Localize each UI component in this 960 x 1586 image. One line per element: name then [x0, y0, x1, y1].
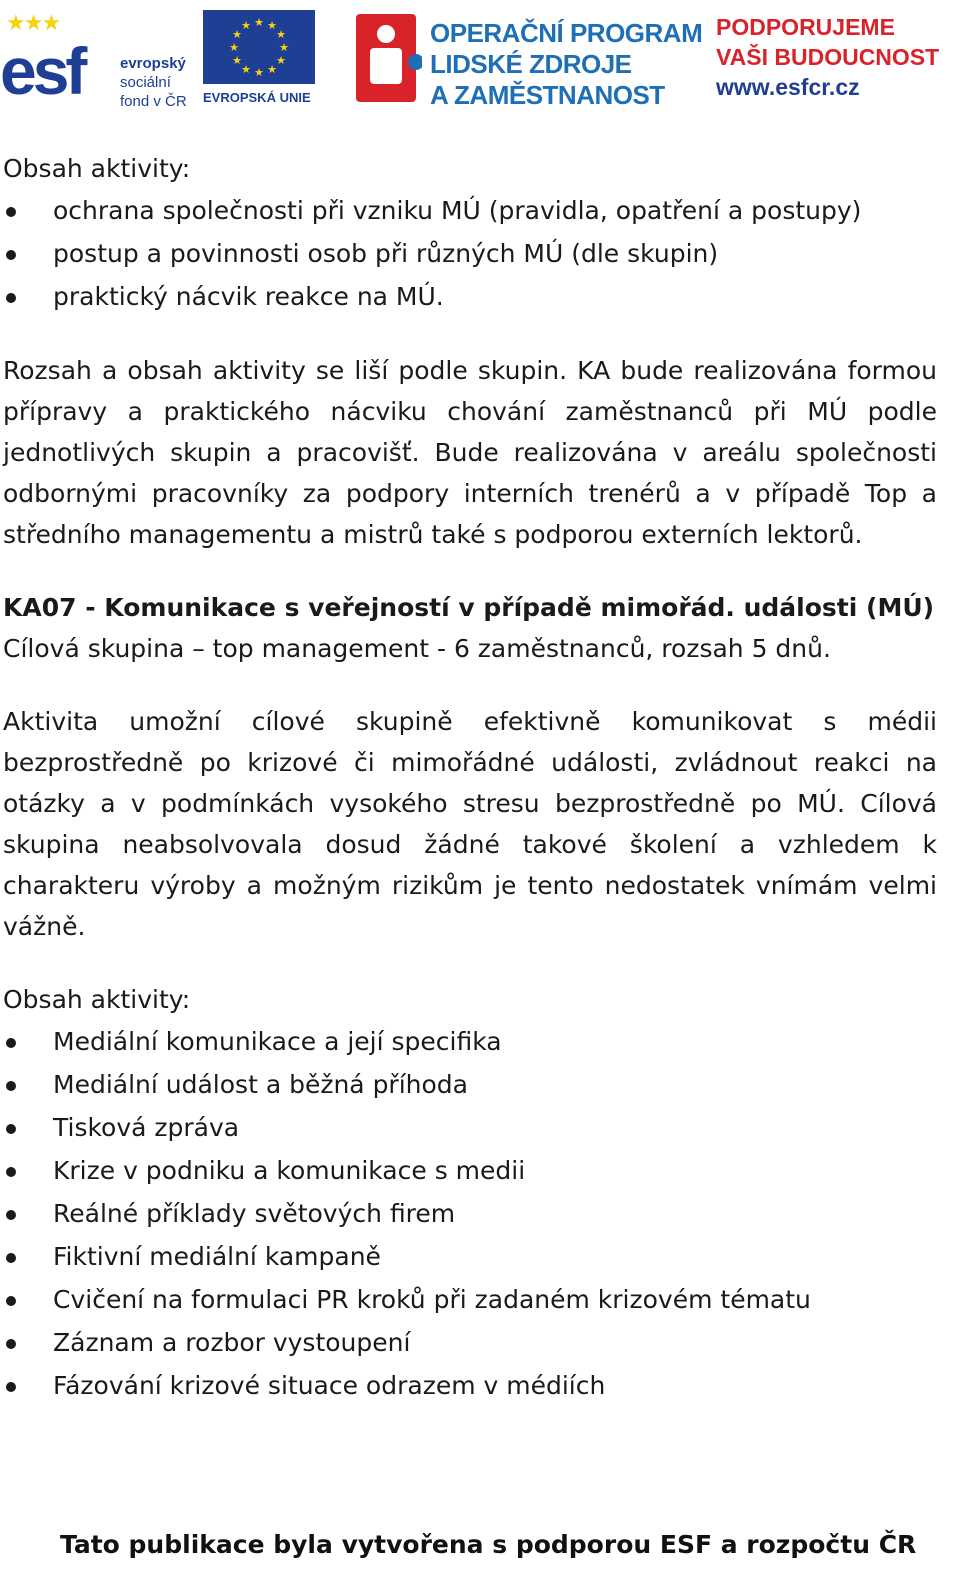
esf-caption-line2: sociální: [120, 74, 171, 91]
op-logo: [352, 10, 703, 110]
svg-text:★: ★: [241, 63, 251, 76]
esf-wordmark: esf: [0, 34, 84, 108]
list-item: Mediální komunikace a její specifika: [3, 1020, 937, 1063]
bullet-icon: [6, 1210, 16, 1220]
section2-subheading: Cílová skupina – top management - 6 zaměstnanců, rozsah 5 dnů.: [3, 634, 831, 663]
eu-logo: [203, 10, 315, 110]
bullet-icon: [6, 1038, 16, 1048]
bullet-icon: [6, 1339, 16, 1349]
list-item: praktický nácvik reakce na MÚ.: [3, 275, 937, 318]
op-line2: LIDSKÉ ZDROJE: [430, 49, 632, 79]
esf-caption-line3: fond v ČR: [120, 93, 187, 110]
bullet-icon: [6, 207, 16, 217]
section1-list: [3, 189, 937, 318]
op-puzzle-icon: [352, 10, 422, 106]
bullet-icon: [6, 1167, 16, 1177]
eu-label: EVROPSKÁ UNIE: [203, 90, 311, 105]
list-item: Fázování krizové situace odrazem v médiích: [3, 1364, 937, 1407]
list-item: Tisková zpráva: [3, 1106, 937, 1149]
section1-label: Obsah aktivity:: [3, 154, 191, 183]
svg-text:★: ★: [267, 19, 277, 32]
esf-caption: [120, 54, 187, 111]
list-item: Mediální událost a běžná příhoda: [3, 1063, 937, 1106]
support-line2: VAŠI BUDOUCNOST: [716, 44, 940, 70]
bullet-icon: [6, 1296, 16, 1306]
svg-text:★: ★: [254, 66, 264, 79]
list-item: Fiktivní mediální kampaně: [3, 1235, 937, 1278]
esf-logo: [0, 10, 200, 110]
support-logo: [716, 12, 946, 112]
bullet-icon: [6, 250, 16, 260]
svg-text:★: ★: [267, 63, 277, 76]
list-item: Záznam a rozbor vystoupení: [3, 1321, 937, 1364]
svg-text:★: ★: [276, 54, 286, 67]
section2-list: [3, 1020, 937, 1407]
section2-heading: KA07 - Komunikace s veřejností v případě mimořád. události (MÚ): [3, 593, 935, 622]
section2-paragraph: Aktivita umožní cílové skupině efektivně komunikovat s médii bezprostředně po krizové či mimořádné události, zvládnout reakci na otázky a v podmínkách vysokého stresu bezprostředně po MÚ. Cílová skupina neabsolvovala dosud žádné takové školení a vzhledem k charakteru výroby a možným rizikům je tento nedostatek vnímám velmi vážně.: [3, 707, 937, 941]
bullet-icon: [6, 1253, 16, 1263]
svg-text:★: ★: [276, 28, 286, 41]
section2-label: Obsah aktivity:: [3, 985, 191, 1014]
support-url: www.esfcr.cz: [716, 74, 860, 100]
bullet-icon: [6, 1081, 16, 1091]
page-footer: Tato publikace byla vytvořena s podporou ESF a rozpočtu ČR: [60, 1530, 917, 1559]
op-title: [430, 18, 702, 111]
op-line3: A ZAMĚSTNANOST: [430, 80, 665, 110]
bullet-icon: [6, 293, 16, 303]
list-item: Krize v podniku a komunikace s medii: [3, 1149, 937, 1192]
bullet-icon: [6, 1382, 16, 1392]
section1-paragraph: Rozsah a obsah aktivity se liší podle skupin. KA bude realizována formou přípravy a praktického nácviku chování zaměstnanců při MÚ podle jednotlivých skupin a pracovišť. Bude realizována v areálu společnosti odbornými pracovníky za podpory interních trenérů a v případě Top a středního managementu a mistrů také s podporou externích lektorů.: [3, 356, 937, 549]
support-line1: PODPORUJEME: [716, 14, 895, 40]
list-item: Reálné příklady světových firem: [3, 1192, 937, 1235]
op-line1: OPERAČNÍ PROGRAM: [430, 18, 703, 48]
svg-text:★: ★: [232, 28, 242, 41]
svg-text:★: ★: [279, 41, 289, 54]
page-header: [0, 0, 960, 118]
svg-text:★: ★: [254, 16, 264, 29]
svg-text:★: ★: [229, 41, 239, 54]
list-item: ochrana společnosti při vzniku MÚ (pravidla, opatření a postupy): [3, 189, 937, 232]
document-body: [3, 148, 937, 1407]
esf-stars-icon: ★★★: [6, 10, 60, 35]
list-item: postup a povinnosti osob při různých MÚ (dle skupin): [3, 232, 937, 275]
svg-text:★: ★: [241, 19, 251, 32]
svg-text:★: ★: [232, 54, 242, 67]
esf-caption-line1: evropský: [120, 55, 186, 72]
bullet-icon: [6, 1124, 16, 1134]
list-item: Cvičení na formulaci PR kroků při zadaném krizovém tématu: [3, 1278, 937, 1321]
eu-flag-icon: [203, 10, 315, 84]
support-text: [716, 12, 946, 102]
